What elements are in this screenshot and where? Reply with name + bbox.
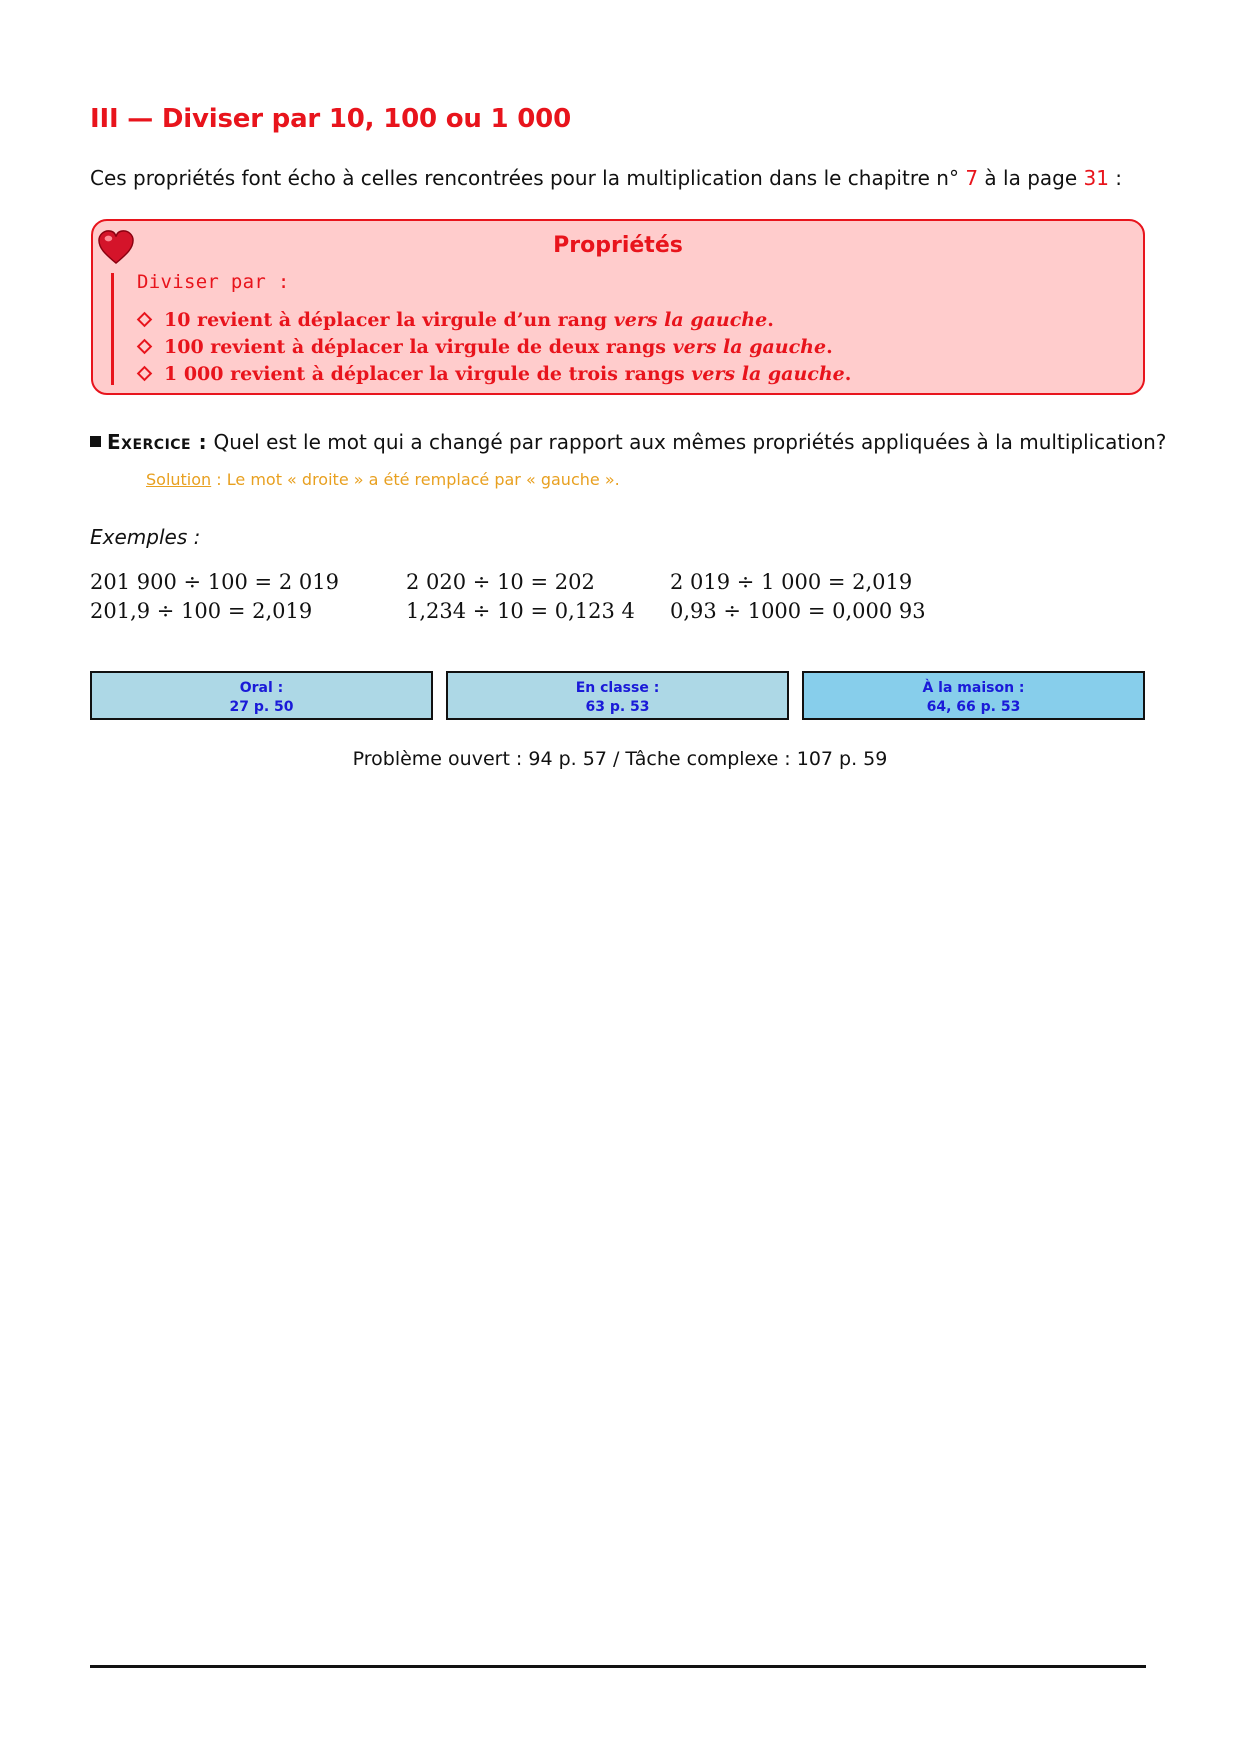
example-equation: 1,234 ÷ 10 = 0,123 4 xyxy=(406,599,635,623)
solution-line xyxy=(146,470,620,489)
properties-list xyxy=(137,307,851,388)
oral-refs: 27 p. 50 xyxy=(229,699,294,715)
property-text: 1 000 revient à déplacer la virgule de trois rangs xyxy=(164,363,692,385)
example-equation: 0,93 ÷ 1000 = 0,000 93 xyxy=(670,599,926,623)
property-item xyxy=(137,361,851,388)
example-equation: 2 020 ÷ 10 = 202 xyxy=(406,570,595,594)
properties-title: Propriétés xyxy=(553,233,683,258)
oral-exercises-box[interactable] xyxy=(90,671,433,720)
property-end: . xyxy=(767,309,774,331)
property-item xyxy=(137,307,851,334)
class-refs: 63 p. 53 xyxy=(585,699,650,715)
exercise-text: Quel est le mot qui a changé par rapport aux mêmes propriétés appliquées à la multiplication? xyxy=(207,430,1167,454)
exercise-question xyxy=(90,430,1166,454)
example-equation: 2 019 ÷ 1 000 = 2,019 xyxy=(670,570,913,594)
page-link[interactable]: 31 xyxy=(1083,166,1109,190)
property-emphasis: vers la gauche xyxy=(691,363,845,385)
home-title: À la maison : xyxy=(922,680,1025,696)
property-emphasis: vers la gauche xyxy=(672,336,827,358)
intro-text-middle: à la page xyxy=(978,166,1084,190)
example-equation: 201 900 ÷ 100 = 2 019 xyxy=(90,570,339,594)
square-bullet-icon xyxy=(90,436,101,447)
property-emphasis: vers la gauche xyxy=(613,309,768,331)
diamond-bullet-icon xyxy=(137,366,153,382)
diamond-bullet-icon xyxy=(137,312,153,328)
property-item xyxy=(137,334,851,361)
property-end: . xyxy=(844,363,852,385)
home-refs: 64, 66 p. 53 xyxy=(926,699,1021,715)
oral-title: Oral : xyxy=(239,680,284,696)
intro-text-start: Ces propriétés font écho à celles rencontrées pour la multiplication dans le chapitre n° xyxy=(90,166,966,190)
solution-text: : Le mot « droite » a été remplacé par « gauche ». xyxy=(211,470,620,489)
exercise-label: Exercice : xyxy=(107,430,208,454)
section-title: III — Diviser par 10, 100 ou 1 000 xyxy=(90,104,571,134)
property-text: 10 revient à déplacer la virgule d’un rang xyxy=(164,309,614,331)
properties-rule xyxy=(111,273,114,385)
example-equation: 201,9 ÷ 100 = 2,019 xyxy=(90,599,313,623)
examples-label: Exemples : xyxy=(90,525,201,549)
diamond-bullet-icon xyxy=(137,339,153,355)
class-exercises-box[interactable] xyxy=(446,671,789,720)
property-text: 100 revient à déplacer la virgule de deux rangs xyxy=(164,336,673,358)
solution-link[interactable]: Solution xyxy=(146,470,212,489)
page-bottom-rule xyxy=(90,1665,1146,1668)
property-end: . xyxy=(826,336,833,358)
intro-text-end: : xyxy=(1108,166,1123,190)
properties-intro: Diviser par : xyxy=(137,271,290,293)
home-exercises-box[interactable] xyxy=(802,671,1145,720)
open-problem-line: Problème ouvert : 94 p. 57 / Tâche complexe : 107 p. 59 xyxy=(352,748,888,770)
intro-paragraph xyxy=(90,166,1122,190)
properties-box xyxy=(91,219,1145,395)
class-title: En classe : xyxy=(575,680,660,696)
chapter-link[interactable]: 7 xyxy=(965,166,979,190)
